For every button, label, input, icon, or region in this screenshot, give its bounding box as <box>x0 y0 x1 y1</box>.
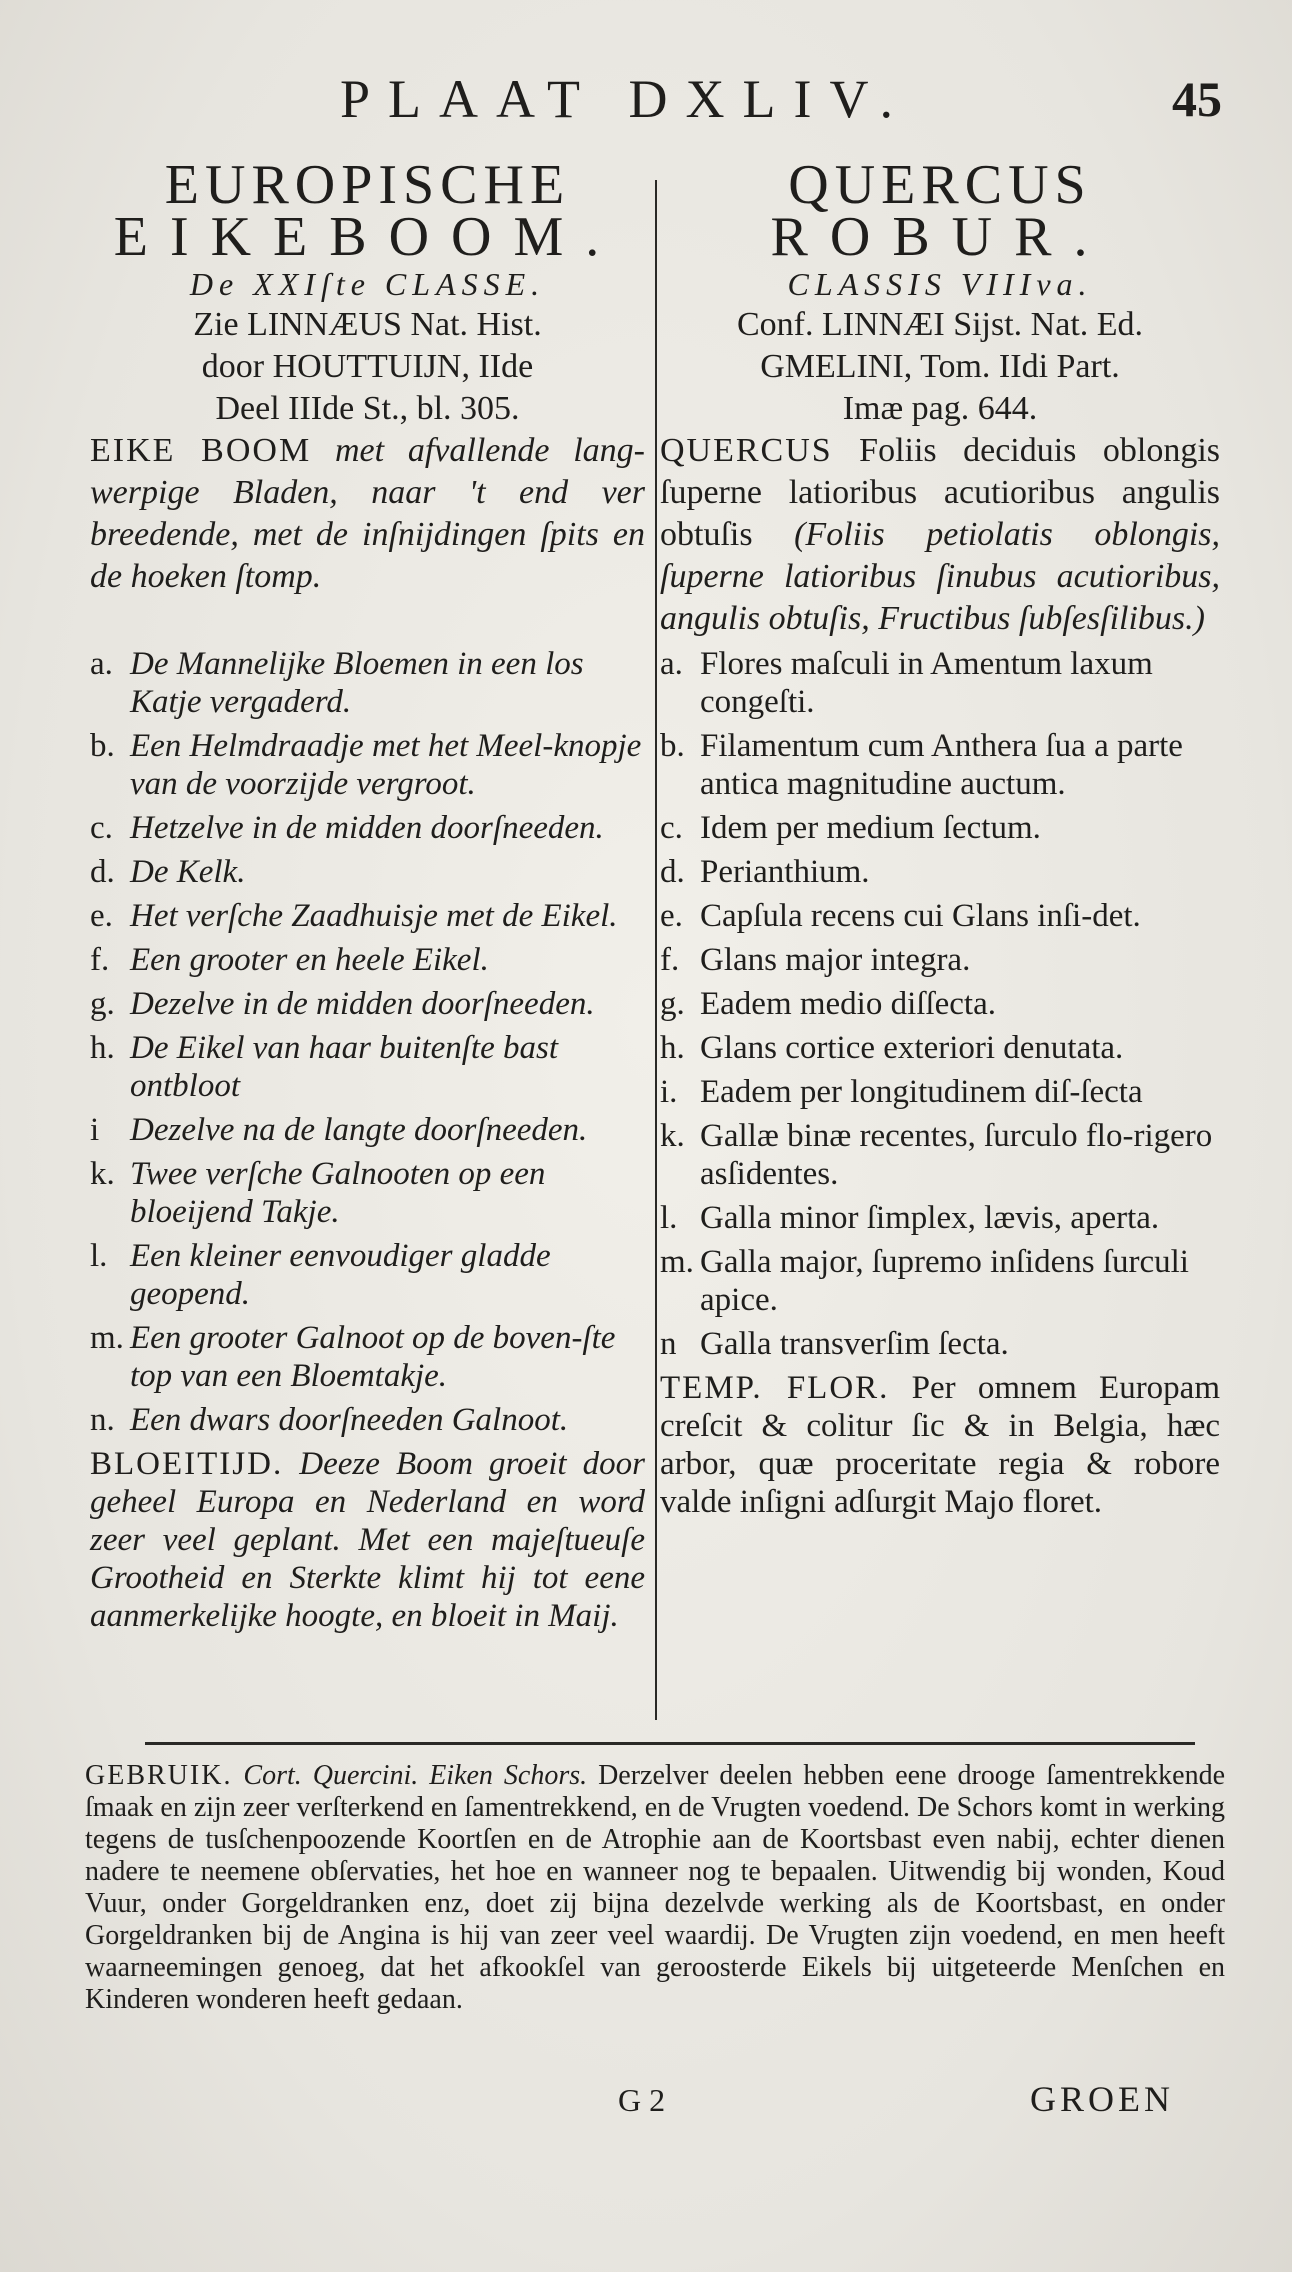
latin-description <box>660 430 1220 640</box>
list-item: f. Glans major integra. <box>660 942 971 978</box>
gebruik-text: Derzelver deelen hebben eene drooge ſamentrekkende ſmaak en zijn zeer verſterkend en ſamentrekkend, en de Vrugten voedend. De Schors komt in werking tegens de tusſchenpoozende Koortſen en de Atrophie aan de Koortsbast even nabij, echter dienen nadere te neemene obſervaties, het hoe en wanneer nog te bepaalen. Uitwendig bij wonden, Koud Vuur, onder Gorgeldranken enz, doet zij bijna dezelvde werking als de Koortsbast, en onder Gorgeldranken bij de Angina is hij van zeer veel waardij. De Vrugten zijn voedend, en men heeft waarneemingen genoeg, dat het afkookſel van geroosterde Eikels bij uitgeteerde Menſchen en Kinderen wonderen heeft gedaan. <box>85 1760 1225 2015</box>
signature-mark: G 2 <box>618 2082 666 2118</box>
catchword: GROEN <box>1030 2079 1174 2119</box>
gebruik-sub: Cort. Quercini. Eiken Schors. <box>243 1760 588 1791</box>
list-item: l. Galla minor ſimplex, lævis, aperta. <box>660 1200 1160 1236</box>
dutch-figure-list <box>90 645 645 1635</box>
temp-flor-lead: TEMP. FLOR. <box>660 1370 890 1406</box>
list-item: m. Een grooter Galnoot op de boven-ſte top van een Bloemtakje. <box>90 1320 616 1394</box>
dutch-description <box>90 430 645 598</box>
plate-title: PLAAT DXLIV. <box>340 69 912 129</box>
list-item: n Galla transverſim ſecta. <box>660 1326 1009 1362</box>
dutch-title-line2: EIKEBOOM. <box>113 206 622 268</box>
dutch-desc-lead: EIKE BOOM <box>90 432 312 469</box>
latin-ref-line1: Conf. LINNÆI Sijst. Nat. Ed. <box>736 306 1144 343</box>
page-number: 45 <box>1172 71 1222 127</box>
list-item: f. Een grooter en heele Eikel. <box>90 942 489 978</box>
latin-figure-list <box>660 645 1220 1521</box>
latin-desc-text: Foliis deciduis oblongis ſuperne latioribus acutioribus angulis obtuſis <box>660 432 1220 553</box>
list-item: c. Hetzelve in de midden doorſneeden. <box>90 810 604 846</box>
dutch-title-line1: EUROPISCHE <box>164 154 571 216</box>
dutch-classe: De XXIſte CLASSE. <box>189 266 546 302</box>
list-item: g. Eadem medio diſſecta. <box>660 986 996 1022</box>
latin-title-line1: QUERCUS <box>788 154 1092 216</box>
column-divider <box>655 180 657 1720</box>
list-item: a. Flores maſculi in Amentum laxum congeſti. <box>660 646 1153 720</box>
dutch-ref-line1: Zie LINNÆUS Nat. Hist. <box>193 306 542 343</box>
list-item: i Dezelve na de langte doorſneeden. <box>90 1112 588 1148</box>
list-item: e. Capſula recens cui Glans inſi-det. <box>660 898 1141 934</box>
list-item: n. Een dwars doorſneeden Galnoot. <box>90 1402 569 1438</box>
list-item: a. De Mannelijke Bloemen in een los Katje vergaderd. <box>90 646 584 720</box>
list-item: b. Een Helmdraadje met het Meel-knopje van de voorzijde vergroot. <box>90 728 642 802</box>
list-item: g. Dezelve in de midden doorſneeden. <box>90 986 595 1022</box>
list-item: m. Galla major, ſupremo inſidens ſurculi apice. <box>660 1244 1189 1318</box>
dutch-ref-line3: Deel IIIde St., bl. 305. <box>215 390 520 427</box>
latin-classis: CLASSIS VIIIva. <box>787 266 1093 302</box>
right-column-header <box>660 154 1221 640</box>
list-item: e. Het verſche Zaadhuisje met de Eikel. <box>90 898 618 934</box>
dutch-bloeitijd <box>90 1445 645 1635</box>
bloeitijd-lead: BLOEITIJD. <box>90 1446 284 1482</box>
footer-rule <box>145 1742 1195 1745</box>
temp-flor-text: Per omnem Europam creſcit & colitur ſic & in Belgia, hæc arbor, quæ proceritate regia & robore valde inſigni adſurgit Majo floret. <box>660 1370 1220 1520</box>
latin-ref-line3: Imæ pag. 644. <box>842 390 1038 427</box>
latin-desc-lead: QUERCUS <box>660 432 833 469</box>
list-item: h. Glans cortice exteriori denutata. <box>660 1030 1124 1066</box>
list-item: h. De Eikel van haar buitenſte bast ontbloot <box>90 1030 558 1104</box>
list-item: b. Filamentum cum Anthera ſua a parte antica magnitudine auctum. <box>660 728 1183 802</box>
dutch-desc-text: met afvallende lang-werpige Bladen, naar 't end ver breedende, met de inſnijdingen ſpits en de hoeken ſtomp. <box>90 432 645 595</box>
latin-desc-italic: (Foliis petiolatis oblongis, ſuperne latioribus ſinubus acutioribus, angulis obtuſis, Fructibus ſubſesſilibus.) <box>660 516 1221 637</box>
list-item: d. De Kelk. <box>90 854 246 890</box>
list-item: k. Twee verſche Galnooten op een bloeijend Takje. <box>90 1156 546 1230</box>
gebruik-footnote <box>85 1760 1225 2016</box>
list-item: c. Idem per medium ſectum. <box>660 810 1041 846</box>
list-item: d. Perianthium. <box>660 854 870 890</box>
bloeitijd-text: Deeze Boom groeit door geheel Europa en Nederland en word zeer veel geplant. Met een majeſtueuſe Grootheid en Sterkte klimt hij tot eene aanmerkelijke hoogte, en bloeit in Maij. <box>90 1446 645 1634</box>
gebruik-lead: GEBRUIK. <box>85 1760 233 1791</box>
latin-title-line2: ROBUR. <box>770 206 1110 268</box>
list-item: k. Gallæ binæ recentes, ſurculo flo-rigero asſidentes. <box>660 1118 1213 1192</box>
latin-ref-line2: GMELINI, Tom. IIdi Part. <box>760 348 1120 385</box>
latin-temp-flor <box>660 1369 1220 1521</box>
left-column-header <box>90 154 645 598</box>
dutch-ref-line2: door HOUTTUIJN, IIde <box>201 348 534 385</box>
list-item: l. Een kleiner eenvoudiger gladde geopend. <box>90 1238 551 1312</box>
list-item: i. Eadem per longitudinem diſ-ſecta <box>660 1074 1143 1110</box>
